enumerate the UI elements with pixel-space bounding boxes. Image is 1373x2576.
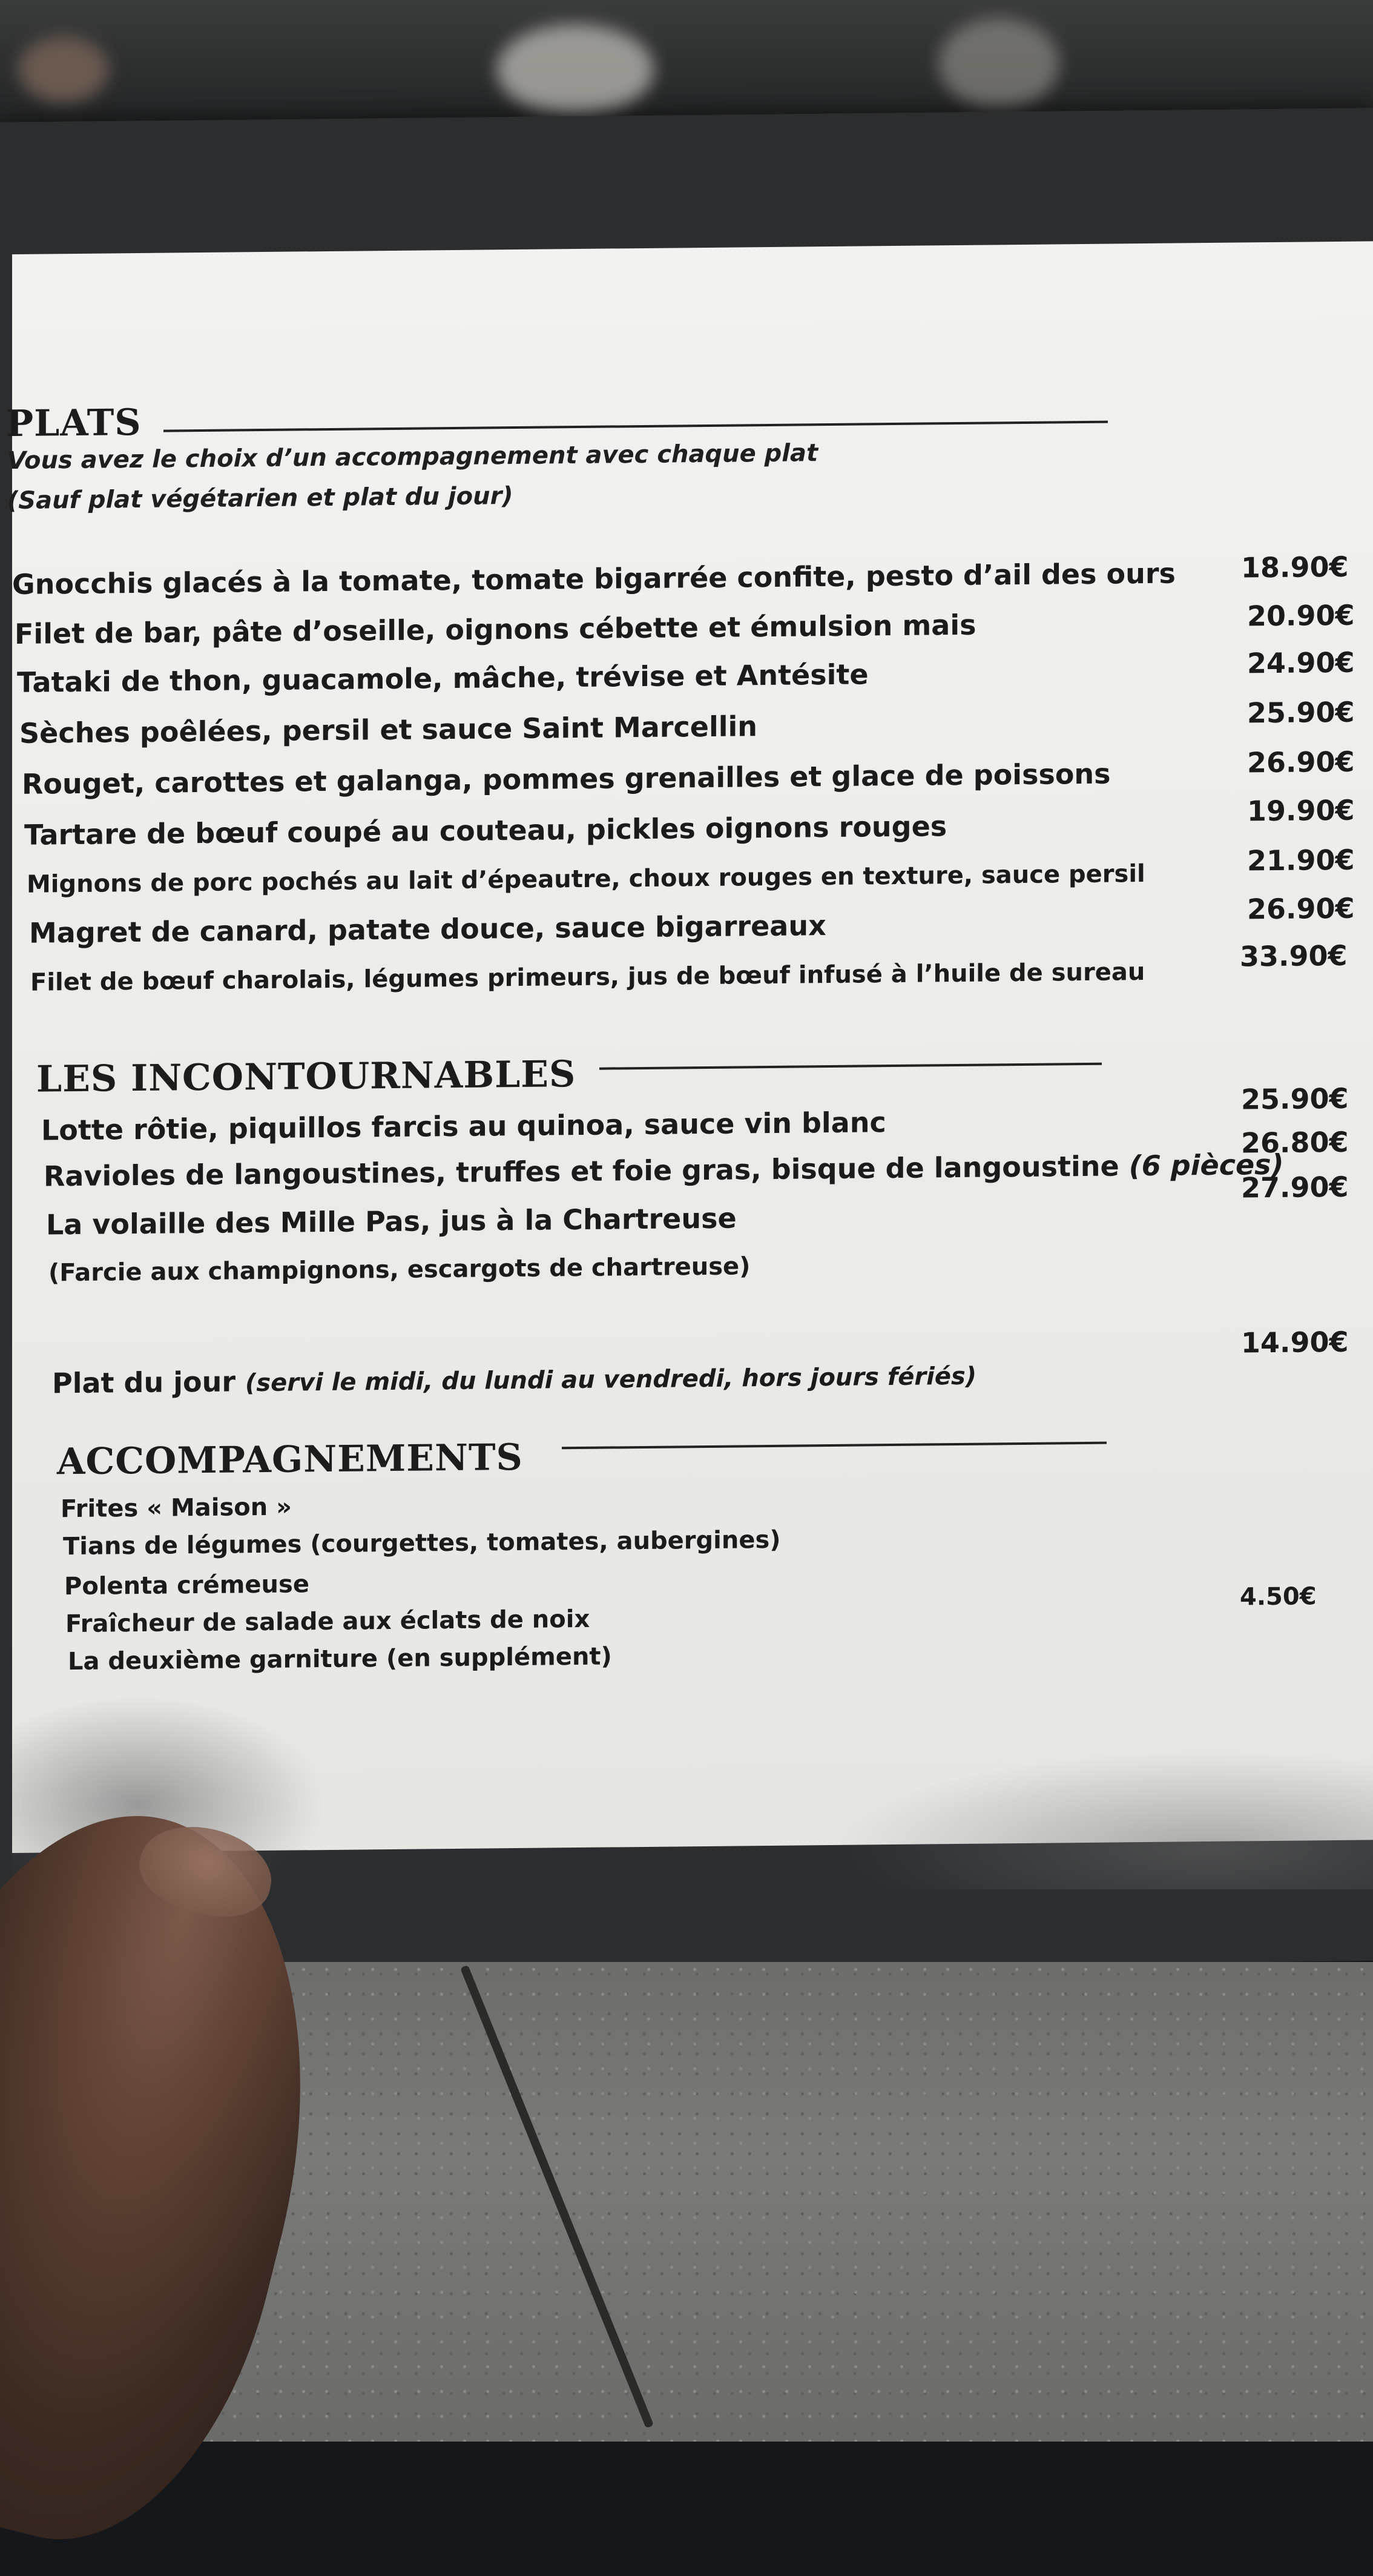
section-title-accompagnements: ACCOMPAGNEMENTS	[57, 1436, 523, 1484]
dish-price: 26.90€	[1247, 891, 1355, 926]
dish-name: Filet de bar, pâte d’oseille, oignons cébette et émulsion mais	[15, 608, 976, 650]
dish-name: Tataki de thon, guacamole, mâche, trévise et Antésite	[17, 658, 869, 699]
dish-price: 20.90€	[1247, 598, 1355, 633]
plat-du-jour-extra: (servi le midi, du lundi au vendredi, hors jours fériés)	[245, 1362, 977, 1398]
dish-name: Filet de bœuf charolais, légumes primeurs, jus de bœuf infusé à l’huile de sureau	[30, 958, 1145, 997]
plats-note-line1: Vous avez le choix d’un accompagnement avec chaque plat	[7, 439, 818, 475]
dish-price: 26.80€	[1241, 1125, 1349, 1160]
side-item: La deuxième garniture (en supplément)	[68, 1642, 612, 1676]
section-title-incontournables: LES INCONTOURNABLES	[36, 1053, 576, 1101]
side-item: Frites « Maison »	[61, 1493, 292, 1524]
dish-name: Tartare de bœuf coupé au couteau, pickles oignons rouges	[24, 810, 947, 851]
dish-name	[44, 1148, 1284, 1193]
dish-name: Sèches poêlées, persil et sauce Saint Marcellin	[19, 710, 757, 750]
section-rule	[562, 1442, 1107, 1450]
section-rule	[163, 421, 1108, 432]
section-title-plats: PLATS	[6, 401, 142, 446]
dish-price: 24.90€	[1247, 646, 1355, 680]
plat-du-jour-label: Plat du jour	[52, 1365, 236, 1400]
background-light	[18, 36, 109, 103]
plat-du-jour	[52, 1358, 976, 1400]
dish-price: 33.90€	[1240, 939, 1348, 973]
dish-name: Magret de canard, patate douce, sauce bigarreaux	[29, 909, 826, 949]
dish-price: 27.90€	[1241, 1170, 1349, 1204]
dish-name-text: Ravioles de langoustines, truffes et foie gras, bisque de langoustine	[44, 1149, 1119, 1193]
side-item: Tians de légumes (courgettes, tomates, aubergines)	[63, 1525, 781, 1561]
paper-shadow	[828, 1750, 1373, 1889]
dish-note: (Farcie aux champignons, escargots de chartreuse)	[48, 1252, 751, 1287]
menu-page	[6, 241, 1373, 1853]
dish-name: La volaille des Mille Pas, jus à la Chartreuse	[46, 1201, 737, 1241]
dish-name: Gnocchis glacés à la tomate, tomate bigarrée confite, pesto d’ail des ours	[12, 556, 1176, 601]
plats-note-line2: (Sauf plat végétarien et plat du jour)	[7, 482, 513, 515]
dish-name: Rouget, carottes et galanga, pommes grenailles et glace de poissons	[22, 757, 1111, 801]
dish-price: 18.90€	[1241, 550, 1349, 584]
dish-extra: (6 pièces)	[1128, 1148, 1284, 1183]
dish-price: 21.90€	[1247, 843, 1355, 877]
dish-name: Lotte rôtie, piquillos farcis au quinoa, sauce vin blanc	[41, 1106, 886, 1147]
dish-price: 25.90€	[1241, 1082, 1349, 1116]
supplement-price: 4.50€	[1240, 1582, 1317, 1611]
plat-du-jour-price: 14.90€	[1241, 1325, 1349, 1359]
dish-price: 19.90€	[1247, 793, 1355, 828]
side-item: Fraîcheur de salade aux éclats de noix	[65, 1605, 590, 1639]
dish-price: 25.90€	[1247, 695, 1355, 730]
section-rule	[599, 1063, 1102, 1070]
background-light	[496, 24, 654, 115]
side-item: Polenta crémeuse	[64, 1570, 309, 1601]
dish-price: 26.90€	[1247, 745, 1355, 779]
background-light	[938, 18, 1059, 109]
dish-name: Mignons de porc pochés au lait d’épeautre, choux rouges en texture, sauce persil	[27, 860, 1145, 899]
